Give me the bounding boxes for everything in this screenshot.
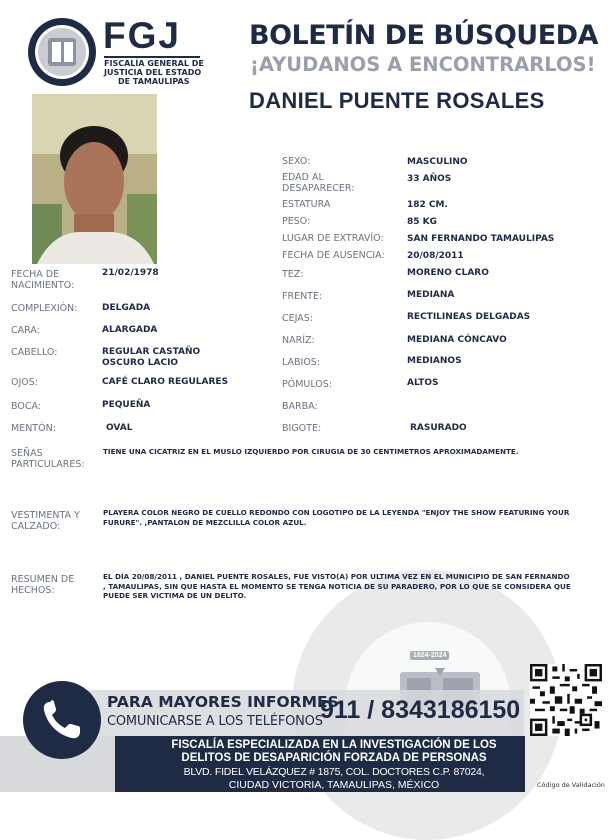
org-name-line1: FISCALÍA GENERAL DE [104, 59, 204, 68]
label-ojos: OJOS: [11, 377, 38, 388]
label-tez: TEZ: [282, 269, 304, 280]
logo-divider [104, 56, 200, 58]
value-complexion: DELGADA [102, 303, 151, 313]
label-peso: PESO: [282, 216, 311, 227]
label-pomulos: PÓMULOS: [282, 379, 333, 390]
person-photo [32, 94, 157, 264]
qr-code-icon[interactable] [530, 664, 602, 736]
label-lugar: LUGAR DE EXTRAVÍO: [282, 233, 384, 244]
value-peso: 85 KG [407, 217, 438, 227]
value-sexo: MASCULINO [407, 157, 468, 167]
resumen-text: EL DÍA 20/08/2011 , DANIEL PUENTE ROSALES, FUE VISTO(A) POR ULTIMA VEZ EN EL MUNICIPIO DE SAN FERNANDO , TAMAULIPAS, SIN QUE HASTA EL MOMENTO SE TENGA NOTICIA DE SU PARADERO, POR LO QUE SE CONSIDERA QUE PUEDE SER VICTIMA DE UN DELITO. [103, 572, 571, 600]
value-pomulos: ALTOS [407, 378, 439, 388]
label-edad: EDAD AL [282, 172, 324, 183]
value-lugar: SAN FERNANDO TAMAULIPAS [407, 234, 555, 244]
value-cabello: REGULAR CASTAÑO [102, 347, 201, 357]
person-name: DANIEL PUENTE ROSALES [249, 88, 545, 113]
logo-text: FGJ [103, 15, 181, 56]
label-labios: LABIOS: [282, 357, 321, 368]
label-cabello: CABELLO: [11, 347, 58, 358]
label-vestimenta-2: CALZADO: [11, 521, 61, 532]
label-barba: BARBA: [282, 401, 318, 412]
label-fecha-nacimiento-2: NACIMIENTO: [11, 280, 75, 291]
label-senas: SEÑAS [11, 448, 43, 459]
label-fecha-ausencia: FECHA DE AUSENCIA: [282, 250, 385, 261]
seal-years: 1824-2024 [410, 651, 449, 660]
org-name-line3: DE TAMAULIPAS [118, 77, 190, 86]
label-cejas: CEJAS: [282, 313, 314, 324]
label-boca: BOCA: [11, 401, 41, 412]
phone-icon [38, 696, 86, 744]
senas-text: TIENE UNA CICATRIZ EN EL MUSLO IZQUIERDO POR CIRUGIA DE 30 CENTIMETROS APROXIMADAMENTE. [103, 447, 519, 456]
label-nariz: NARÍZ: [282, 335, 315, 346]
vestimenta-text: PLAYERA COLOR NEGRO DE CUELLO REDONDO CON LOGOTIPO DE LA LEYENDA "ENJOY THE SHOW FEATURING YOUR FURURE". ,PANTALON DE MEZCLILLA COLOR AZUL. [103, 508, 570, 527]
label-resumen: RESUMEN DE [11, 574, 75, 585]
value-nariz: MEDIANA CÓNCAVO [407, 335, 507, 345]
qr-caption: Código de Validación [537, 781, 605, 789]
value-frente: MEDIANA [407, 290, 455, 300]
value-edad: 33 AÑOS [407, 174, 452, 184]
label-edad-2: DESAPARECER: [282, 183, 355, 194]
label-senas-2: PARTICULARES: [11, 459, 85, 470]
label-complexion: COMPLEXIÓN: [11, 303, 78, 314]
dept-line1: FISCALÍA ESPECIALIZADA EN LA INVESTIGACIÓN DE LOS [171, 739, 497, 751]
label-resumen-2: HECHOS: [11, 585, 55, 596]
value-fecha-ausencia: 20/08/2011 [407, 251, 464, 261]
org-name-line2: JUSTICIA DEL ESTADO [104, 68, 202, 77]
value-cabello-2: OSCURO LACIO [102, 358, 179, 368]
label-vestimenta: VESTIMENTA Y [11, 510, 80, 521]
address-line2: CIUDAD VICTORIA, TAMAULIPAS, MÉXICO [228, 779, 440, 791]
label-fecha-nacimiento: FECHA DE [11, 269, 60, 280]
address-line1: BLVD. FIDEL VELÁZQUEZ # 1875, COL. DOCTORES C.P. 87024, [183, 766, 485, 778]
bulletin-title: BOLETÍN DE BÚSQUEDA [249, 20, 598, 51]
info-title: PARA MAYORES INFORMES, [107, 693, 345, 711]
label-bigote: BIGOTE: [282, 423, 322, 434]
value-menton: OVAL [106, 423, 133, 433]
value-ojos: CAFÉ CLARO REGULARES [102, 377, 229, 387]
value-cejas: RECTILINEAS DELGADAS [407, 312, 531, 322]
label-cara: CARA: [11, 325, 40, 336]
phone-number[interactable]: 911 / 8343186150 [320, 696, 521, 724]
value-tez: MORENO CLARO [407, 268, 489, 278]
bulletin-subtitle: ¡AYUDANOS A ENCONTRARLOS! [250, 53, 596, 76]
info-subtitle: COMUNICARSE A LOS TELÉFONOS [107, 714, 323, 729]
label-estatura: ESTATURA [282, 199, 331, 210]
fgj-seal-logo-icon [26, 16, 98, 88]
label-frente: FRENTE: [282, 291, 323, 302]
value-bigote: RASURADO [410, 423, 467, 433]
value-cara: ALARGADA [102, 325, 158, 335]
dept-line2: DELITOS DE DESAPARICIÓN FORZADA DE PERSONAS [181, 752, 487, 764]
value-labios: MEDIANOS [407, 356, 462, 366]
value-estatura: 182 CM. [407, 200, 448, 210]
label-menton: MENTÓN: [11, 423, 56, 434]
label-sexo: SEXO: [282, 156, 311, 167]
value-fecha-nacimiento: 21/02/1978 [102, 268, 159, 278]
value-boca: PEQUEÑA [102, 400, 151, 410]
